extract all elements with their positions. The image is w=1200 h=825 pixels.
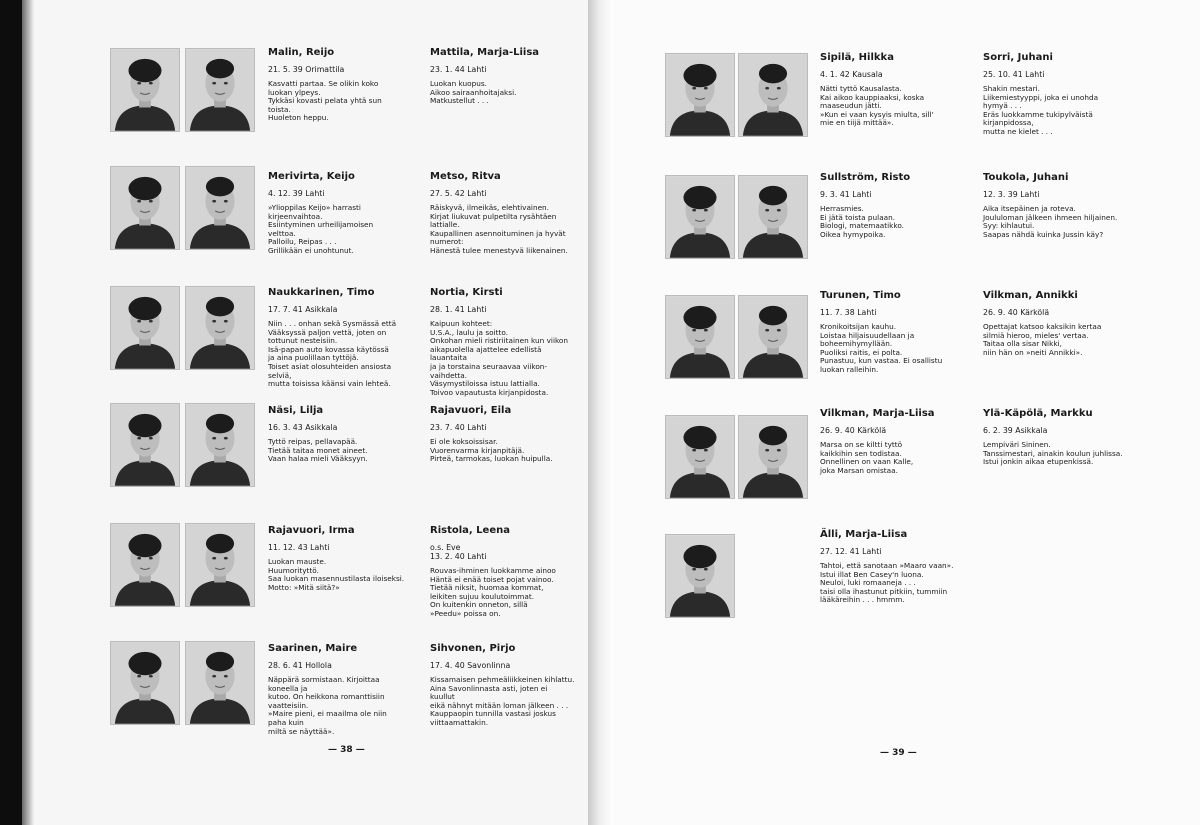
book-binding-edge: [22, 0, 34, 825]
student-entry: [268, 47, 428, 123]
student-name: Malin, Reijo: [268, 47, 335, 58]
student-portrait-icon: [665, 534, 735, 618]
student-portrait-icon: [185, 286, 255, 370]
birth-date-place: 26. 9. 40 Kärkölä: [820, 426, 887, 435]
student-entry: [820, 290, 980, 375]
student-name: Ylä-Käpölä, Markku: [983, 408, 1093, 419]
student-portrait-icon: [738, 175, 808, 259]
student-name: Sorri, Juhani: [983, 52, 1053, 63]
student-name: Merivirta, Keijo: [268, 171, 355, 182]
page-number-right: — 39 —: [880, 748, 917, 758]
student-entry: [983, 172, 1143, 239]
student-name: Sullström, Risto: [820, 172, 911, 183]
student-portrait-icon: [185, 523, 255, 607]
student-description: Näppärä sormistaan. Kirjoittaa koneella ja kutoo. On heikkona romanttisiin vaatteisiin. »Maire pieni, ei maailma ole niin paha kuin miltä se näyttää».: [268, 675, 387, 736]
student-description: Nätti tyttö Kausalasta. Kai aikoo kauppiaaksi, koska maaseudun jätti. »Kun ei vaan kysyis miulta, sill' mie en tiijä mittää».: [820, 84, 934, 128]
student-portrait-icon: [110, 286, 180, 370]
student-name: Älli, Marja-Liisa: [820, 529, 908, 540]
student-name: Naukkarinen, Timo: [268, 287, 375, 298]
student-description: Opettajat katsoo kaksikin kertaa silmiä hieroo, mieles' vertaa. Taitaa olla sisar Nikki, niin hän on »neiti Annikki».: [983, 322, 1102, 357]
birth-date-place: 16. 3. 43 Asikkala: [268, 423, 338, 432]
student-portrait-icon: [185, 48, 255, 132]
student-entry: [268, 405, 428, 464]
birth-date-place: 23. 1. 44 Lahti: [430, 65, 487, 74]
student-description: Rouvas-ihminen luokkamme ainoo Häntä ei enää toiset pojat vainoo. Tietää niksit, huomaa kommat, leikiten sujuu koulutoimmat. On kuitenkin onneton, sillä »Peedu» poissa on.: [430, 566, 556, 618]
birth-date-place: 12. 3. 39 Lahti: [983, 190, 1040, 199]
page-number-left: — 38 —: [328, 745, 365, 755]
student-entry: [983, 52, 1143, 137]
student-entry: [983, 290, 1143, 357]
student-entry: [820, 408, 980, 475]
student-portrait-icon: [110, 641, 180, 725]
student-description: Räiskyvä, ilmeikäs, elehtivainen. Kirjat liukuvat pulpetilta rysähtäen lattialle. Kaupallinen asennoituminen ja hyvät numerot: Hänestä tulee menestyvä liikenainen.: [430, 203, 568, 255]
student-description: Lempiväri Sininen. Tanssimestari, ainakin koulun juhlissa. Istui jonkin aikaa etupenkissä.: [983, 440, 1123, 467]
student-description: Shakin mestari. Liikemiestyyppi, joka ei unohda hymyä . . . Eräs luokkamme tukipylväistä kirjanpidossa, mutta ne kielet . . .: [983, 84, 1099, 136]
student-entry: [430, 525, 590, 619]
birth-date-place: 26. 9. 40 Kärkölä: [983, 308, 1050, 317]
student-name: Rajavuori, Irma: [268, 525, 355, 536]
book-binding: [0, 0, 22, 825]
student-name: Sihvonen, Pirjo: [430, 643, 516, 654]
student-portrait-icon: [185, 166, 255, 250]
student-name: Sipilä, Hilkka: [820, 52, 894, 63]
student-description: Kasvatti partaa. Se olikin koko luokan ylpeys. Tykkäsi kovasti pelata yhtä sun toista. Huoleton heppu.: [268, 79, 382, 123]
student-description: Kaipuun kohteet: U.S.A., laulu ja soitto. Onkohan mieli ristiriitainen kun viikon aikapuolella ajattelee edellistä lauantaita ja ja torstaina seuraavaa viikon- vaihdetta. Väsymystiloissa istuu lattialla. Toivoo vapautusta kirjanpidosta.: [430, 319, 569, 397]
birth-date-place: 4. 1. 42 Kausala: [820, 70, 883, 79]
birth-date-place: 17. 7. 41 Asikkala: [268, 305, 338, 314]
student-portrait-icon: [185, 641, 255, 725]
student-name: Mattila, Marja-Liisa: [430, 47, 540, 58]
birth-date-place: 25. 10. 41 Lahti: [983, 70, 1045, 79]
student-name: Saarinen, Maire: [268, 643, 358, 654]
student-description: Herrasmies. Ei jätä toista pulaan. Biologi, matemaatikko. Oikea hymypoika.: [820, 204, 905, 239]
birth-date-place: 17. 4. 40 Savonlinna: [430, 661, 511, 670]
student-portrait-icon: [110, 48, 180, 132]
student-name: Toukola, Juhani: [983, 172, 1069, 183]
student-portrait-icon: [185, 403, 255, 487]
student-portrait-icon: [738, 295, 808, 379]
page-gutter: [588, 0, 614, 825]
student-entry: [430, 643, 590, 728]
birth-date-place: 28. 1. 41 Lahti: [430, 305, 487, 314]
birth-date-place: o.s. Eve 13. 2. 40 Lahti: [430, 543, 487, 561]
birth-date-place: 27. 5. 42 Lahti: [430, 189, 487, 198]
birth-date-place: 11. 12. 43 Lahti: [268, 543, 330, 552]
student-entry: [430, 47, 590, 106]
student-entry: [268, 287, 428, 389]
student-description: »Ylioppilas Keijo» harrasti kirjeenvaihtoa. Esiintyminen urheilijamoisen velttoa. Palloilu, Reipas . . . Grillikään ei unohtunut.: [268, 203, 374, 255]
student-portrait-icon: [665, 295, 735, 379]
student-portrait-icon: [665, 175, 735, 259]
student-description: Luokan kuopus. Aikoo sairaanhoitajaksi. Matkustellut . . .: [430, 79, 517, 106]
student-entry: [430, 287, 590, 397]
student-portrait-icon: [738, 53, 808, 137]
student-name: Turunen, Timo: [820, 290, 901, 301]
student-name: Vilkman, Marja-Liisa: [820, 408, 935, 419]
student-entry: [820, 172, 980, 239]
student-portrait-icon: [665, 415, 735, 499]
birth-date-place: 11. 7. 38 Lahti: [820, 308, 877, 317]
student-description: Niin . . . onhan sekä Sysmässä että Vääksyssä paljon vettä, joten on tottunut nesteisiin. Isä-papan auto kovassa käytössä ja aina puolillaan tyttöjä. Toiset asiat olosuhteiden ansiosta selviä, mutta toisissa käänsi vain lehteä.: [268, 319, 397, 389]
student-name: Vilkman, Annikki: [983, 290, 1078, 301]
student-entry: [820, 529, 980, 605]
student-name: Näsi, Lilja: [268, 405, 324, 416]
student-entry: [268, 525, 428, 592]
student-name: Rajavuori, Eila: [430, 405, 512, 416]
student-description: Aika itsepäinen ja roteva. Joululoman jälkeen ihmeen hiljainen. Syy: kihlautui. Saapas nähdä kuinka Jussin käy?: [983, 204, 1118, 239]
student-description: Marsa on se kiltti tyttö kaikkihin sen todistaa. Onnellinen on vaan Kalle, joka Marsan omistaa.: [820, 440, 914, 475]
student-name: Ristola, Leena: [430, 525, 510, 536]
student-entry: [268, 643, 428, 736]
student-portrait-icon: [110, 166, 180, 250]
birth-date-place: 27. 12. 41 Lahti: [820, 547, 882, 556]
birth-date-place: 9. 3. 41 Lahti: [820, 190, 872, 199]
student-entry: [820, 52, 980, 128]
student-name: Nortia, Kirsti: [430, 287, 503, 298]
student-description: Luokan mauste. Huumorityttö. Saa luokan masennustilasta iloiseksi. Motto: »Mitä siitä?»: [268, 557, 405, 592]
student-description: Kronikoitsijan kauhu. Loistaa hiljaisuudellaan ja boheemihymyllään. Puoliksi raitis, ei polta. Punastuu, kun vastaa. Ei osallistu luokan ralleihin.: [820, 322, 943, 374]
birth-date-place: 23. 7. 40 Lahti: [430, 423, 487, 432]
student-entry: [268, 171, 428, 256]
student-entry: [430, 405, 590, 464]
student-entry: [430, 171, 590, 256]
student-portrait-icon: [110, 403, 180, 487]
student-name: Metso, Ritva: [430, 171, 501, 182]
student-entry: [983, 408, 1143, 467]
student-description: Ei ole koksoissisar. Vuorenvarma kirjanpitäjä. Pirteä, tarmokas, luokan huipulla.: [430, 437, 553, 464]
student-portrait-icon: [110, 523, 180, 607]
birth-date-place: 28. 6. 41 Hollola: [268, 661, 332, 670]
student-description: Kissamaisen pehmeäliikkeinen kihlattu. Aina Savonlinnasta asti, joten ei kuullut eikä nähnyt mitään loman jälkeen . . . Kauppaopin tunnilla vastasi joskus viittaamattakin.: [430, 675, 575, 727]
birth-date-place: 21. 5. 39 Orimattila: [268, 65, 345, 74]
student-portrait-icon: [738, 415, 808, 499]
student-description: Tyttö reipas, pellavapää. Tietää taitaa monet aineet. Vaan halaa mieli Vääksyyn.: [268, 437, 368, 464]
birth-date-place: 4. 12. 39 Lahti: [268, 189, 325, 198]
birth-date-place: 6. 2. 39 Asikkala: [983, 426, 1048, 435]
student-description: Tahtoi, että sanotaan »Maaro vaan». Istui illat Ben Casey'n luona. Neuloi, luki romaaneja . . . taisi olla ihastunut pitkiin, tummiin lääkäreihin . . . hmmm.: [820, 561, 954, 605]
student-portrait-icon: [665, 53, 735, 137]
